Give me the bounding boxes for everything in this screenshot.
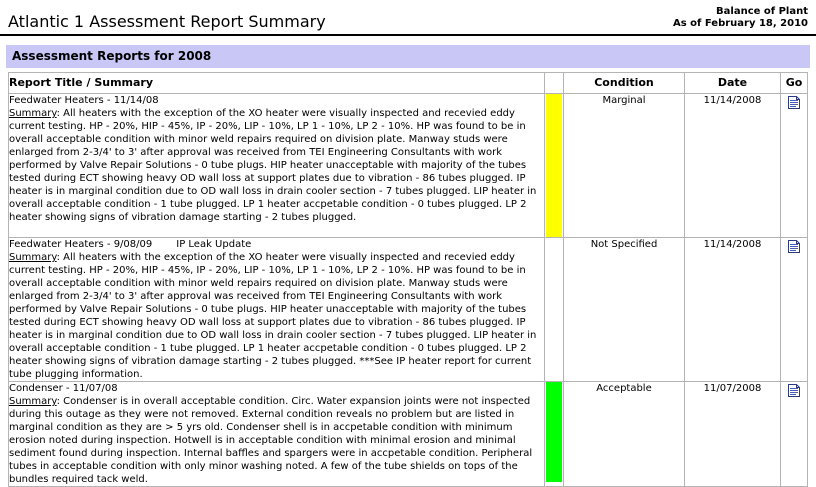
summary-label: Summary [9,108,57,119]
date-cell: 11/07/2008 [685,382,781,487]
header-meta [673,6,808,30]
column-header-go: Go [781,72,808,94]
date-cell: 11/14/2008 [685,238,781,382]
page-title: Atlantic 1 Assessment Report Summary [8,12,326,31]
summary-label: Summary [9,252,57,263]
summary-text: : Condenser is in overall acceptable condition. Circ. Water expansion joints were not inspected during this outage as they were not removed. External condition reveals no problem but are listed in marginal condition as they are > 5 yrs old. Condenser shell is in accpetable condition with minimum erosion noted during inspection. Hotwell is in acceptable condition with minimal erosion and minimal sediment found during inspection. Internal baffles and spargers were in accpetable condition. Peripheral tubes in acceptable condition with only minor washing noted. A few of the tube shields on tops of the bundles required tack weld. [9,396,533,485]
report-summary [9,107,544,224]
report-summary [9,395,544,486]
report-summary-cell [8,94,545,238]
status-cell [545,238,564,382]
status-indicator [546,238,562,258]
report-as-of-date: As of February 18, 2010 [673,18,808,29]
document-icon[interactable] [788,94,800,107]
report-scope: Balance of Plant [716,6,808,17]
column-header-condition: Condition [564,72,685,94]
status-cell [545,94,564,238]
status-indicator [546,382,562,482]
table-row [8,94,808,238]
section-title: Assessment Reports for 2008 [12,49,212,63]
status-cell [545,382,564,487]
column-header-title: Report Title / Summary [8,72,545,94]
table-row [8,382,808,487]
table-row [8,238,808,382]
report-summary-cell [8,238,545,382]
go-cell [781,238,808,382]
condition-cell: Acceptable [564,382,685,487]
report-summary [9,251,544,381]
date-cell: 11/14/2008 [685,94,781,238]
column-header-date: Date [685,72,781,94]
summary-label: Summary [9,396,57,407]
condition-cell: Not Specified [564,238,685,382]
report-summary-cell [8,382,545,487]
table-header-row [8,72,808,94]
assessment-reports-table [8,72,808,487]
condition-cell: Marginal [564,94,685,238]
go-cell [781,382,808,487]
document-icon[interactable] [788,238,800,251]
report-subtitle: IP Leak Update [176,239,252,250]
go-cell [781,94,808,238]
report-title-line [9,94,544,107]
status-indicator [546,94,562,237]
report-title: Feedwater Heaters - 11/14/08 [9,95,159,106]
summary-text: : All heaters with the exception of the XO heater were visually inspected and recevied eddy current testing. HP - 20%, HIP - 45%, IP - 20%, LIP - 10%, LP 1 - 10%, LP 2 - 10%. HP was found to be in overall acceptable condition with minor weld repairs required on division plate. Manway studs were enlarged from 2-3/4' to 3' after approval was received from TEI Engineering Consultants with work performed by Valve Repair Solutions - 0 tube plugs. HIP heater unacceptable with majority of the tubes tested during ECT showing heavy OD wall loss at support plates due to vibration - 86 tubes plugged. IP heater is in marginal condition due to OD wall loss in drain cooler section - 7 tubes plugged. LIP heater in overall acceptable condition - 1 tube plugged. LP 1 heater accpetable condition - 0 tubes plugged. LP 2 heater showing signs of vibration damage starting - 2 tubes plugged. ***See IP heater report for current tube plugging information. [9,252,537,380]
column-header-status [545,72,564,94]
section-header [6,45,810,68]
report-title-line [9,382,544,395]
page-header [0,0,816,36]
report-title-line [9,238,544,251]
report-title: Feedwater Heaters - 9/08/09 [9,239,153,250]
report-title: Condenser - 11/07/08 [9,383,118,394]
document-icon[interactable] [788,382,800,395]
summary-text: : All heaters with the exception of the XO heater were visually inspected and recevied eddy current testing. HP - 20%, HIP - 45%, IP - 20%, LIP - 10%, LP 1 - 10%, LP 2 - 10%. HP was found to be in overall acceptable condition with minor weld repairs required on division plate. Manway studs were enlarged from 2-3/4' to 3' after approval was received from TEI Engineering Consultants with work performed by Valve Repair Solutions - 0 tube plugs. HIP heater unacceptable with majority of the tubes tested during ECT showing heavy OD wall loss at support plates due to vibration - 86 tubes plugged. IP heater is in marginal condition due to OD wall loss in drain cooler section - 7 tubes plugged. LIP heater in overall acceptable condition - 1 tube plugged. LP 1 heater accpetable condition - 0 tubes plugged. LP 2 heater showing signs of vibration damage starting - 2 tubes plugged. [9,108,537,223]
